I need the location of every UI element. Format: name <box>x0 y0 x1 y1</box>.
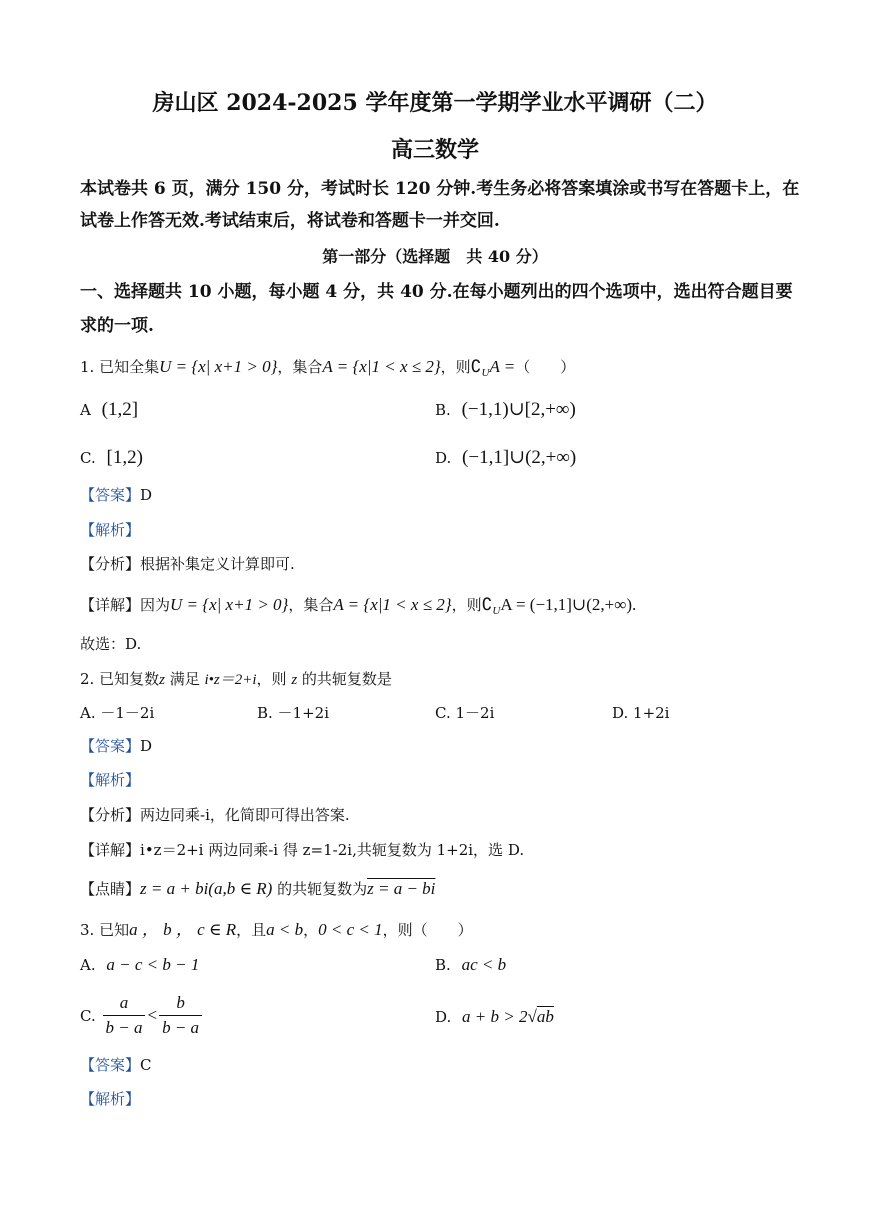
q1-a-equals: A = <box>489 357 516 376</box>
q2-fenxi-text: 两边同乘-i，化简即可得出答案. <box>140 806 350 824</box>
q2-stem-text-a: 2. 已知复数 <box>80 670 160 688</box>
q2-detail-text: i•z＝2+i 两边同乘-i 得 z=1-2i,共轭复数为 1+2i，选 D. <box>140 841 525 859</box>
q3-stem-variables: a ， b ， c ∈ R <box>129 920 237 939</box>
q1-option-b-value: (−1,1)∪[2,+∞) <box>461 399 576 420</box>
q1-detail-result: A = (−1,1]∪(2,+∞). <box>500 595 637 614</box>
q2-stem-z-2: z <box>291 672 298 688</box>
q1-option-a <box>80 400 138 419</box>
q1-detail-tag: 【详解】 <box>80 596 141 614</box>
q1-detail-universal-set: U = {x| x+1 > 0} <box>170 595 289 614</box>
q1-stem-text-a: 1. 已知全集 <box>80 358 160 376</box>
q3-option-c-numerator-1: a <box>103 993 146 1016</box>
q3-option-b-label: B. <box>435 956 451 974</box>
q1-option-b-label: B. <box>435 401 451 419</box>
q3-answer-tag: 【答案】 <box>80 1056 141 1074</box>
q3-option-d-radicand: ab <box>536 1007 554 1026</box>
q1-option-c-label: C. <box>80 449 96 467</box>
q2-stem-equation: i•z＝2+i <box>204 672 257 688</box>
q2-detail-tag: 【详解】 <box>80 841 141 859</box>
q3-option-d <box>435 1008 554 1025</box>
q3-stem-condition-1: a < b <box>266 920 304 939</box>
q2-remark-tag: 【点睛】 <box>80 880 141 898</box>
q3-stem-separator: ， <box>303 921 319 939</box>
question-3-stem <box>80 921 473 938</box>
question-2-stem <box>80 672 392 688</box>
q1-detail-complement-symbol: ∁ <box>481 595 493 614</box>
q2-remark <box>80 880 435 897</box>
q3-option-c-fraction-1 <box>103 993 146 1039</box>
q2-stem-text-b: 满足 <box>164 670 205 688</box>
q2-remark-formula: z = a + bi(a,b ∈ R) <box>140 879 273 898</box>
q2-option-c: C. 1－2i <box>435 704 495 722</box>
q3-option-d-left: a + b > 2 <box>462 1007 528 1026</box>
instructions-line-2: 试卷上作答无效.考试结束后，将试卷和答题卡一并交回. <box>80 211 500 231</box>
q2-stem-z: z <box>159 672 165 688</box>
q1-option-c <box>80 448 143 467</box>
q3-option-a-label: A. <box>80 956 96 974</box>
q1-complement-subscript: U <box>481 367 490 379</box>
q1-set-a: A = {x|1 < x ≤ 2} <box>322 357 441 376</box>
part-heading: 第一部分（选择题 共 40 分） <box>322 247 548 266</box>
q1-complement-symbol: ∁ <box>470 357 482 376</box>
q1-detail <box>80 596 636 617</box>
q1-conclusion: 故选：D. <box>80 635 142 653</box>
q3-option-c-fraction-2 <box>159 993 202 1039</box>
q3-option-c-denominator-2: b − a <box>162 1018 200 1038</box>
q2-fenxi <box>80 808 350 823</box>
q3-option-c-less-than: < <box>147 1005 158 1025</box>
q2-answer-tag: 【答案】 <box>80 737 141 755</box>
q3-analysis-tag: 【解析】 <box>80 1090 141 1108</box>
section-heading-line-1: 一、选择题共 10 小题，每小题 4 分，共 40 分.在每小题列出的四个选项中，选出符合题目要 <box>80 282 793 302</box>
q1-option-a-value: (1,2] <box>101 399 139 420</box>
q3-stem-text-b: ，且 <box>236 921 267 939</box>
q1-option-d <box>435 448 576 467</box>
q3-option-c-numerator-2: b <box>159 993 202 1016</box>
q1-answer-paren: （ ） <box>515 358 576 376</box>
q2-option-a: A. －1－2i <box>80 704 155 722</box>
q2-answer-value: D <box>140 737 153 755</box>
q1-detail-complement-subscript: U <box>492 605 501 617</box>
q3-answer <box>80 1058 152 1073</box>
q3-option-c-label: C. <box>80 1006 96 1025</box>
q2-remark-text: 的共轭复数为 <box>272 880 368 898</box>
q2-fenxi-tag: 【分析】 <box>80 806 141 824</box>
q2-remark-conjugate: z = a − bi <box>367 879 436 898</box>
q3-option-a-value: a − c < b − 1 <box>106 955 200 974</box>
q1-answer <box>80 488 152 503</box>
q3-option-c-denominator-1: b − a <box>105 1018 143 1038</box>
exam-subtitle: 高三数学 <box>390 137 479 163</box>
q3-option-d-sqrt-symbol: √ <box>527 1007 537 1026</box>
q1-fenxi <box>80 557 295 572</box>
q1-option-b <box>435 400 576 419</box>
q1-detail-text-c: ，则 <box>451 596 482 614</box>
q2-detail <box>80 843 524 858</box>
q3-stem-text-a: 3. 已知 <box>80 921 130 939</box>
q1-option-a-label: A <box>80 401 91 419</box>
q1-option-c-value: [1,2) <box>106 447 143 468</box>
q2-option-d: D. 1+2i <box>612 704 670 722</box>
q2-option-b: B. －1+2i <box>257 704 330 722</box>
q1-answer-tag: 【答案】 <box>80 486 141 504</box>
q3-option-b-value: ac < b <box>461 955 507 974</box>
q1-fenxi-tag: 【分析】 <box>80 555 141 573</box>
q1-detail-set-a: A = {x|1 < x ≤ 2} <box>333 595 452 614</box>
q2-stem-text-c: ，则 <box>256 670 292 688</box>
section-heading-line-2: 求的一项. <box>80 316 154 336</box>
q2-stem-text-d: 的共轭复数是 <box>297 670 392 688</box>
q2-answer <box>80 739 152 754</box>
q1-analysis-tag: 【解析】 <box>80 521 141 539</box>
q1-detail-text-a: 因为 <box>140 596 171 614</box>
q1-stem-text-b: ，集合 <box>277 358 323 376</box>
q1-option-d-value: (−1,1]∪(2,+∞) <box>462 447 577 468</box>
q1-stem-text-c: ，则 <box>440 358 471 376</box>
q2-analysis-tag: 【解析】 <box>80 771 141 789</box>
q3-option-c <box>80 993 204 1039</box>
question-1-stem <box>80 358 575 379</box>
q3-option-d-label: D. <box>435 1008 452 1026</box>
q1-answer-value: D <box>140 486 153 504</box>
q3-option-b <box>435 956 506 973</box>
q1-fenxi-text: 根据补集定义计算即可. <box>140 555 295 573</box>
q3-stem-text-c: ，则（ ） <box>382 921 473 939</box>
q3-option-a <box>80 956 199 973</box>
q1-detail-text-b: ，集合 <box>288 596 334 614</box>
q1-option-d-label: D. <box>435 449 452 467</box>
q3-answer-value: C <box>140 1056 152 1074</box>
exam-title: 房山区 2024-2025 学年度第一学期学业水平调研（二） <box>152 90 718 116</box>
q1-universal-set: U = {x| x+1 > 0} <box>159 357 278 376</box>
q3-stem-condition-2: 0 < c < 1 <box>318 920 383 939</box>
instructions-line-1: 本试卷共 6 页，满分 150 分，考试时长 120 分钟.考生务必将答案填涂或书写在答题卡上，在 <box>80 179 800 199</box>
